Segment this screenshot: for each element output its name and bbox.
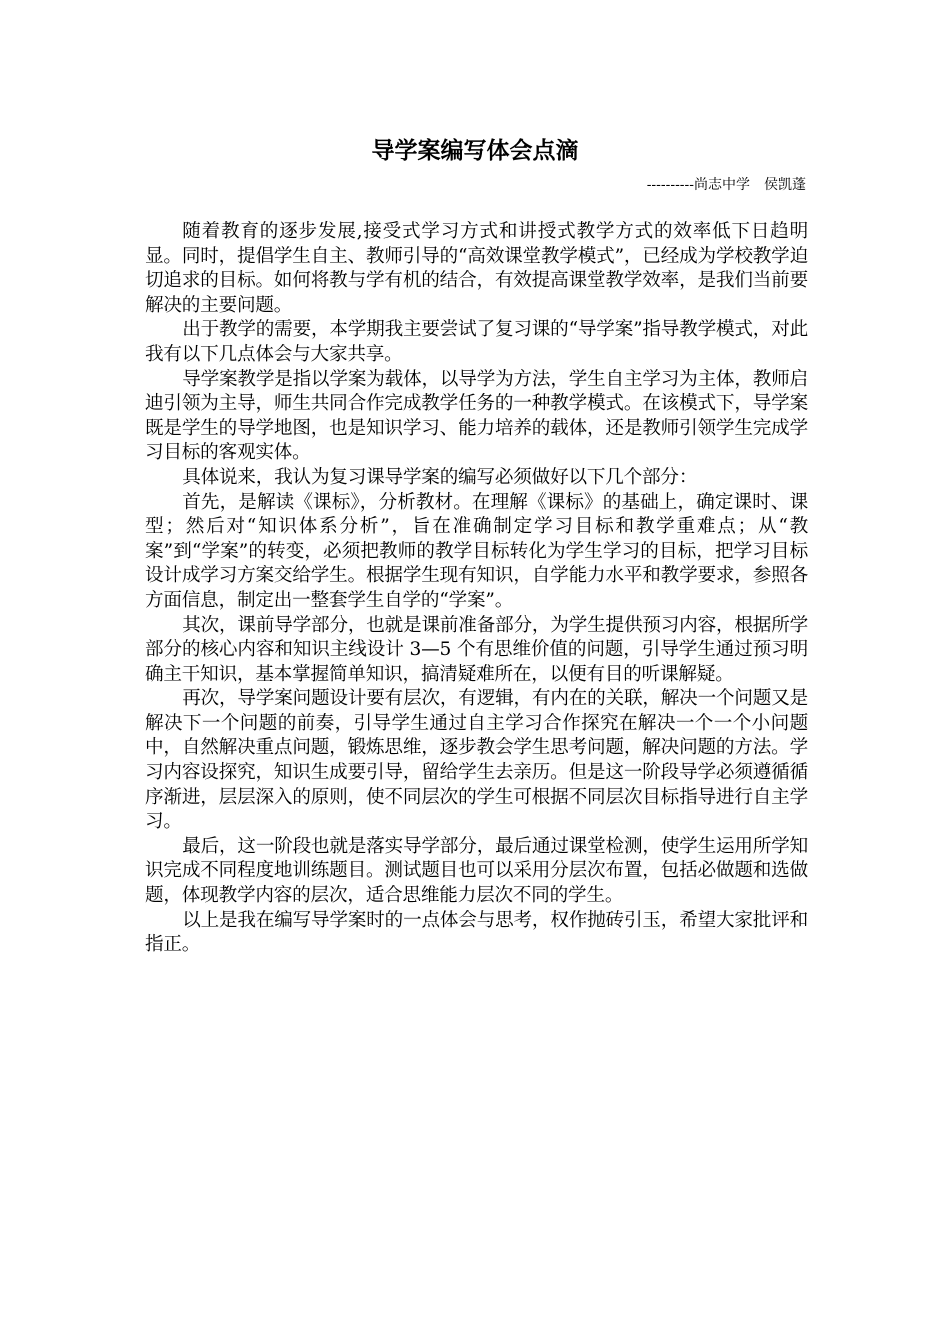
document-title: 导学案编写体会点滴 xyxy=(371,138,579,164)
paragraph: 最后，这一阶段也就是落实导学部分，最后通过课堂检测，使学生运用所学知识完成不同程度地训练题目。测试题目也可以采用分层次布置，包括必做题和选做题，体现教学内容的层次，适合思维能力层次不同的学生。 xyxy=(145,835,808,907)
paragraph: 其次，课前导学部分，也就是课前准备部分，为学生提供预习内容，根据所学部分的核心内容和知识主线设计 3—5 个有思维价值的问题，引导学生通过预习明确主干知识，基本掌握简单知识，搞清疑难所在，以便有目的听课解疑。 xyxy=(145,614,808,685)
paragraph: 再次，导学案问题设计要有层次，有逻辑，有内在的关联，解决一个问题又是解决下一个问题的前奏，引导学生通过自主学习合作探究在解决一个一个小问题中，自然解决重点问题，锻炼思维，逐步教会学生思考问题，解决问题的方法。学习内容设探究，知识生成要引导，留给学生去亲历。但是这一阶段导学必须遵循循序渐进，层层深入的原则，使不同层次的学生可根据不同层次目标指导进行自主学习。 xyxy=(145,688,808,833)
paragraph: 首先，是解读《课标》，分析教材。在理解《课标》的基础上，确定课时、课型；然后对“知识体系分析”，旨在准确制定学习目标和教学重难点；从“教案”到“学案”的转变，必须把教师的教学目标转化为学生学习的目标，把学习目标设计成学习方案交给学生。根据学生现有知识，自学能力水平和教学要求，参照各方面信息，制定出一整套学生自学的“学案”。 xyxy=(145,491,808,611)
document-body xyxy=(145,220,808,958)
paragraph: 导学案教学是指以学案为载体，以导学为方法，学生自主学习为主体，教师启迪引领为主导，师生共同合作完成教学任务的一种教学模式。在该模式下，导学案既是学生的导学地图，也是知识学习、能力培养的载体，还是教师引领学生完成学习目标的客观实体。 xyxy=(145,368,808,464)
paragraph: 出于教学的需要，本学期我主要尝试了复习课的“导学案”指导教学模式，对此我有以下几点体会与大家共享。 xyxy=(145,319,808,365)
paragraph: 以上是我在编写导学案时的一点体会与思考，权作抛砖引玉，希望大家批评和指正。 xyxy=(145,909,808,956)
paragraph: 具体说来，我认为复习课导学案的编写必须做好以下几个部分： xyxy=(182,466,698,488)
author-line: ----------尚志中学 侯凯蓬 xyxy=(646,177,806,193)
paragraph: 随着教育的逐步发展,接受式学习方式和讲授式教学方式的效率低下日趋明显。同时，提倡学生自主、教师引导的“高效课堂教学模式”，已经成为学校教学迫切追求的目标。如何将教与学有机的结合，有效提高课堂教学效率，是我们当前要解决的主要问题。 xyxy=(145,221,808,316)
